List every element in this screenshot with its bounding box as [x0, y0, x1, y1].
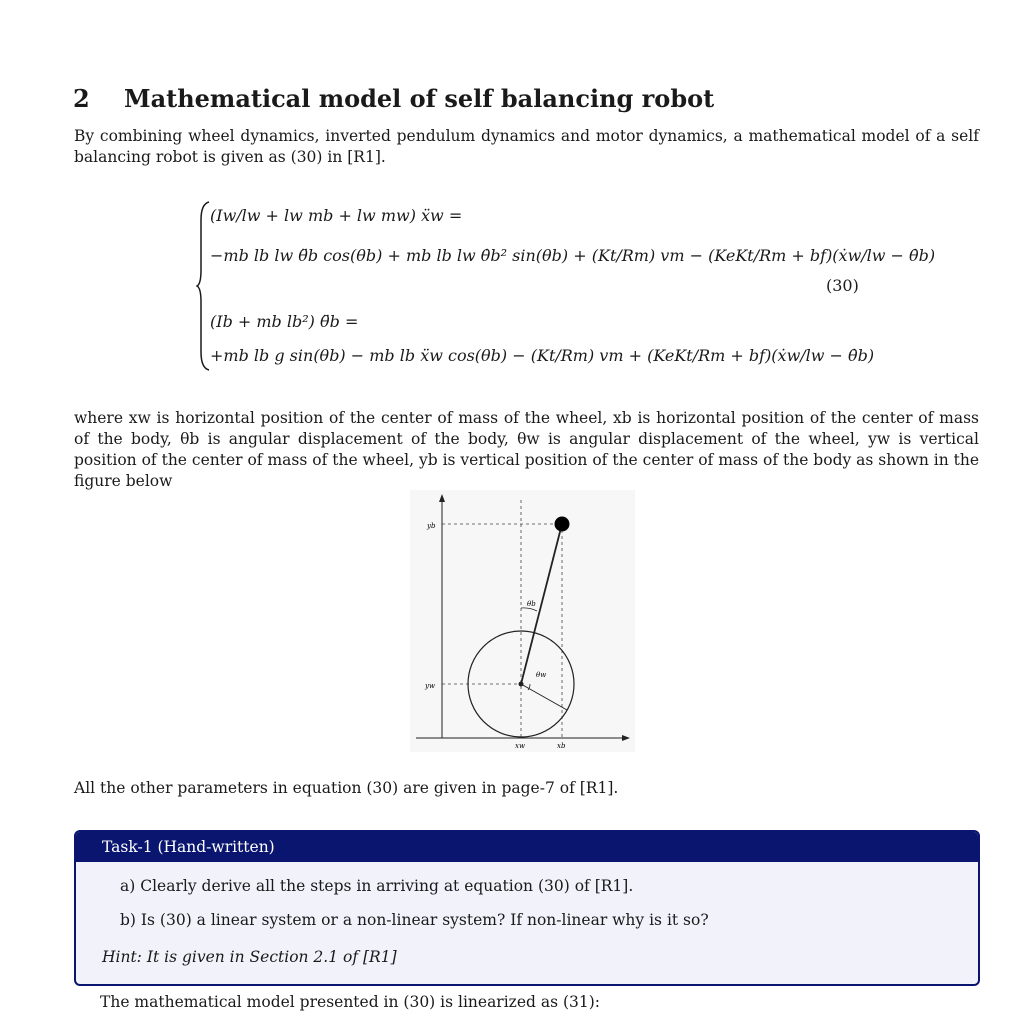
section-title: Mathematical model of self balancing robot	[124, 84, 715, 113]
description-paragraph: where xw is horizontal position of the center of mass of the wheel, xb is horizontal position of the center of mass of the body, θb is angular displacement of the body, θw is angular displacement of the wheel, yw is vertical position of the center of mass of the wheel, yb is vertical position of the center of mass of the body as shown in the figure below	[74, 409, 979, 490]
task-item-text: Clearly derive all the steps in arriving at equation (30) of [R1].	[140, 877, 634, 895]
equation-line-4: +mb lb g sin(θb) − mb lb ẍw cos(θb) − (Kt/Rm) vm + (KeKt/Rm + bf)(ẋw/lw − θ̇b)	[210, 346, 875, 365]
label-xb: xb	[557, 742, 566, 750]
task-hint: Hint: It is given in Section 2.1 of [R1]	[102, 948, 397, 966]
task-item-text: Is (30) a linear system or a non-linear system? If non-linear why is it so?	[140, 911, 709, 929]
intro-paragraph: By combining wheel dynamics, inverted pendulum dynamics and motor dynamics, a mathematical model of a self balancing robot is given as (30) in [R1].	[74, 127, 979, 166]
label-theta-b: θb	[527, 600, 536, 608]
section-number: 2	[73, 84, 90, 113]
body-mass	[555, 517, 570, 532]
equation-line-1: (Iw/lw + lw mb + lw mw) ẍw =	[210, 206, 463, 225]
label-xw: xw	[515, 742, 525, 750]
equation-line-2: −mb lb lw θ̈b cos(θb) + mb lb lw θ̇b² sin(θb) + (Kt/Rm) vm − (KeKt/Rm + bf)(ẋw/lw − θ̇b)	[210, 246, 936, 265]
task-header	[76, 832, 978, 862]
task-item-b	[120, 911, 709, 929]
equation-brace	[196, 200, 210, 372]
equation-line-3: (Ib + mb lb²) θ̈b =	[210, 312, 359, 331]
params-note: All the other parameters in equation (30) are given in page-7 of [R1].	[74, 779, 619, 797]
task-item-marker: a)	[120, 877, 136, 895]
label-yb: yb	[427, 522, 436, 530]
robot-figure	[410, 490, 635, 752]
cutoff-text: The mathematical model presented in (30) is linearized as (31):	[100, 993, 601, 1011]
task-item-a	[120, 877, 633, 895]
task-box	[74, 830, 980, 986]
task-item-marker: b)	[120, 911, 136, 929]
task-title: Task-1 (Hand-written)	[102, 838, 275, 856]
figure-background	[410, 490, 635, 752]
label-theta-w: θw	[536, 671, 547, 679]
label-yw: yw	[425, 682, 435, 690]
equation-number: (30)	[826, 276, 859, 295]
